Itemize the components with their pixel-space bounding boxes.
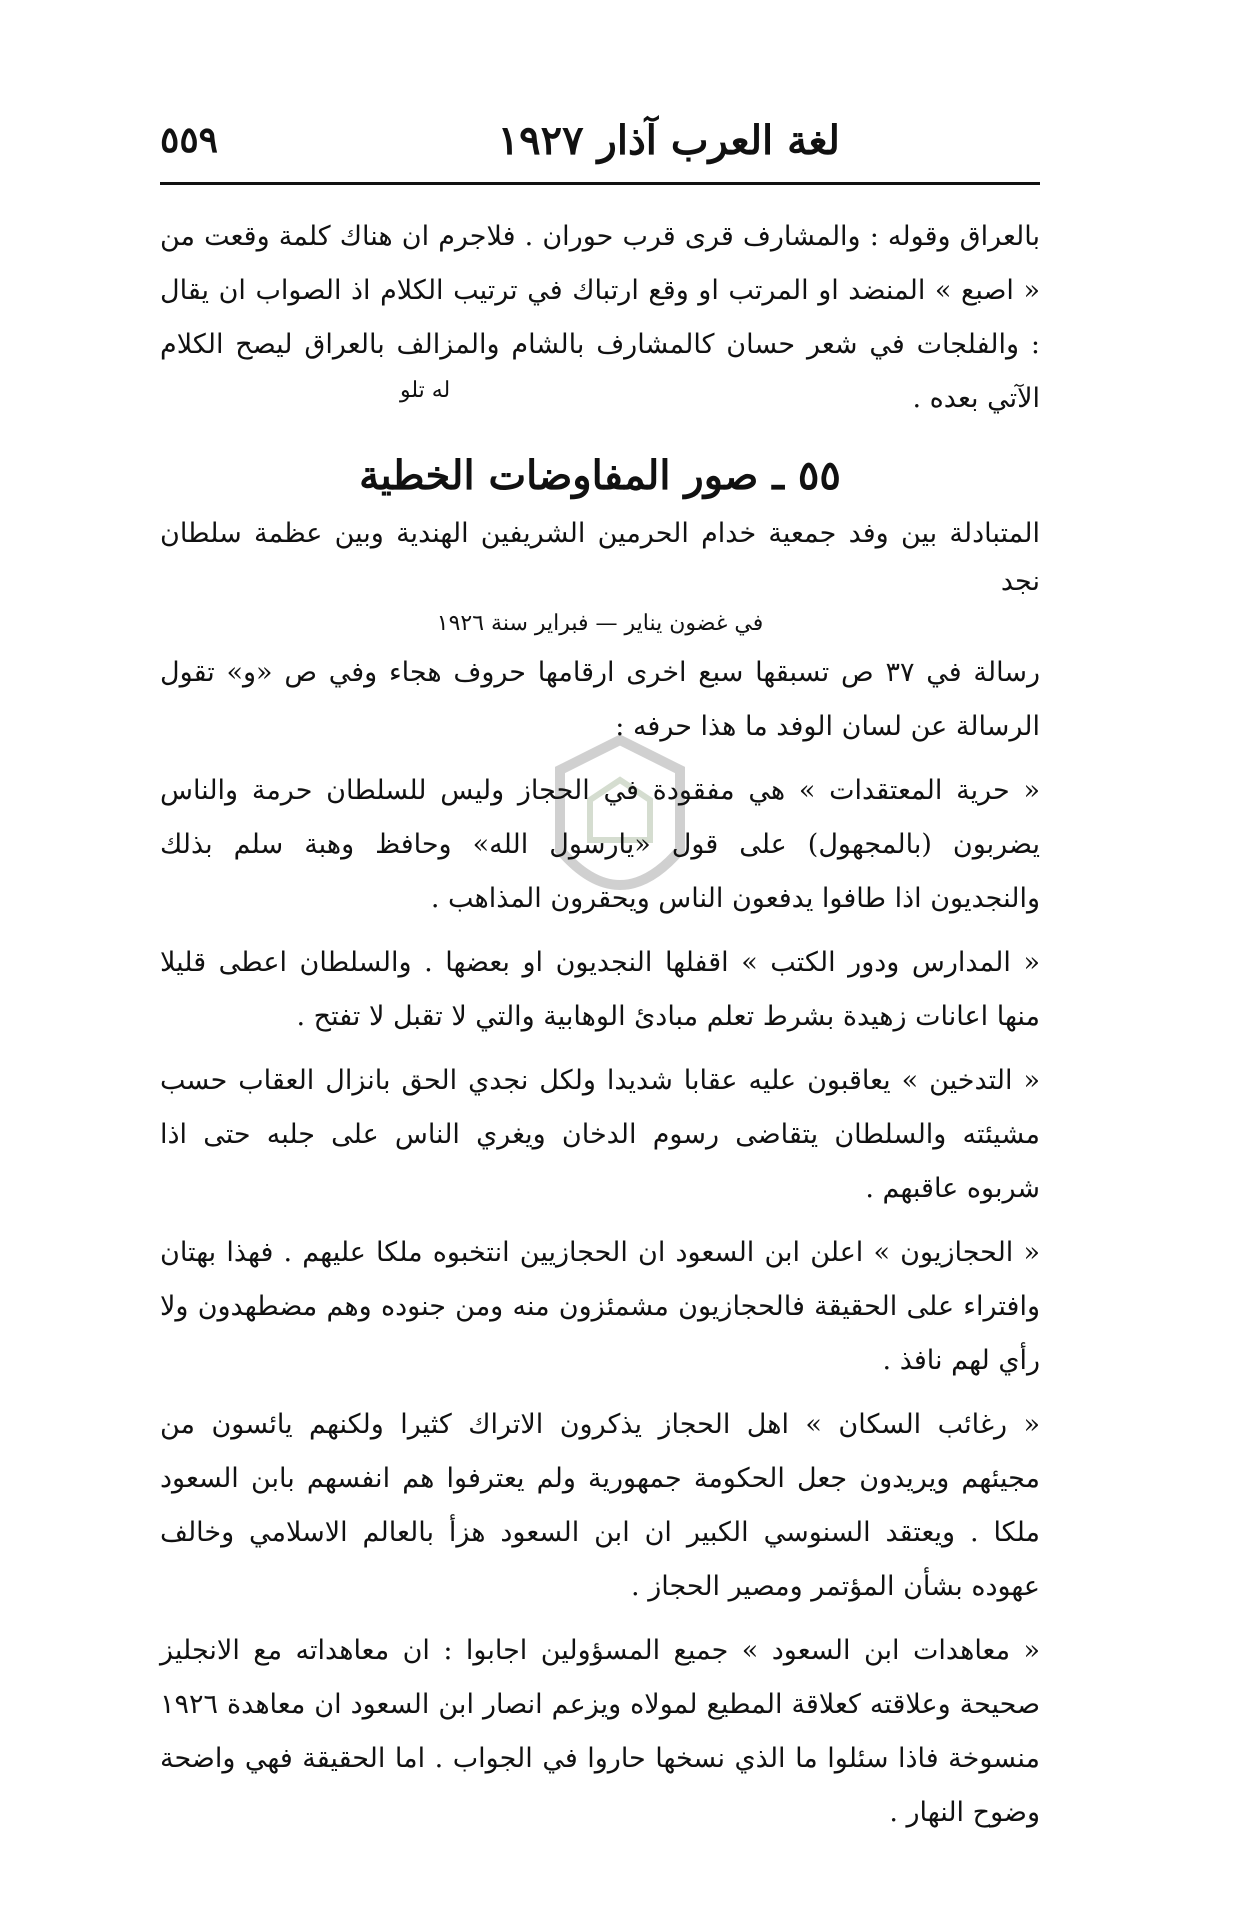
header-rule [160, 182, 1040, 185]
page-number: ٥٥٩ [160, 119, 219, 161]
section-lead: رسالة في ٣٧ ص تسبقها سبع اخرى ارقامها حروف هجاء وفي ص «و» تقول الرسالة عن لسان الوفد ما هذا حرفه : [160, 657, 1040, 742]
list-item: « رغائب السكان » اهل الحجاز يذكرون الاتراك كثيرا ولكنهم يائسون من مجيئهم ويريدون جعل الحكومة جمهورية ولم يعترفوا هم انفسهم بابن السعود ملكا . ويعتقد السنوسي الكبير ان ابن السعود هزأ بالعالم الاسلامي وخالف عهوده بشأن المؤتمر ومصير الحجاز . [160, 1409, 1040, 1602]
page-header [160, 100, 1040, 180]
section-date: في غضون يناير — فبراير سنة ١٩٢٦ [436, 611, 764, 636]
section-subtitle: المتبادلة بين وفد جمعية خدام الحرمين الشريفين الهندية وبين عظمة سلطان نجد [160, 518, 1040, 597]
list-item: « معاهدات ابن السعود » جميع المسؤولين اجابوا : ان معاهداته مع الانجليز صحيحة وعلاقته كعلاقة المطيع لمولاه ويزعم انصار ابن السعود ان معاهدة ١٩٢٦ منسوخة فاذا سئلوا ما الذي نسخها حاروا في الجواب . اما الحقيقة فهي واضحة وضوح النهار . [160, 1635, 1040, 1828]
list-item: « التدخين » يعاقبون عليه عقابا شديدا ولكل نجدي الحق بانزال العقاب حسب مشيئته والسلطان يتقاضى رسوم الدخان ويغري الناس على جلبه حتى اذا شربوه عاقبهم . [160, 1065, 1040, 1204]
running-head: لغة العرب آذار ١٩٢٧ [497, 116, 840, 164]
marginal-note: له تلو [400, 378, 451, 403]
list-item: « حرية المعتقدات » هي مفقودة في الحجاز وليس للسلطان حرمة والناس يضربون (بالمجهول) على قول «يارسول الله» وحافظ وهبة سلم بذلك والنجديون اذا طافوا يدفعون الناس ويحقرون المذاهب . [160, 775, 1040, 914]
intro-paragraph: بالعراق وقوله : والمشارف قرى قرب حوران . فلاجرم ان هناك كلمة وقعت من « اصبع » المنضد او المرتب او وقع ارتباك في ترتيب الكلام اذ الصواب ان يقال : والفلجات في شعر حسان كالمشارف بالشام والمزالف بالعراق ليصح الكلام الآتي بعده . [160, 221, 1040, 414]
section-title: ٥٥ ـ صور المفاوضات الخطية [359, 452, 841, 499]
list-item: « الحجازيون » اعلن ابن السعود ان الحجازيين انتخبوه ملكا عليهم . فهذا بهتان وافتراء على الحقيقة فالحجازيون مشمئزون منه ومن جنوده وهم مضطهدون ولا رأي لهم نافذ . [160, 1237, 1040, 1376]
list-item: « المدارس ودور الكتب » اقفلها النجديون او بعضها . والسلطان اعطى قليلا منها اعانات زهيدة بشرط تعلم مبادئ الوهابية والتي لا تقبل لا تفتح . [160, 947, 1040, 1032]
document-page [160, 100, 1040, 1860]
body-text [160, 210, 1040, 1840]
